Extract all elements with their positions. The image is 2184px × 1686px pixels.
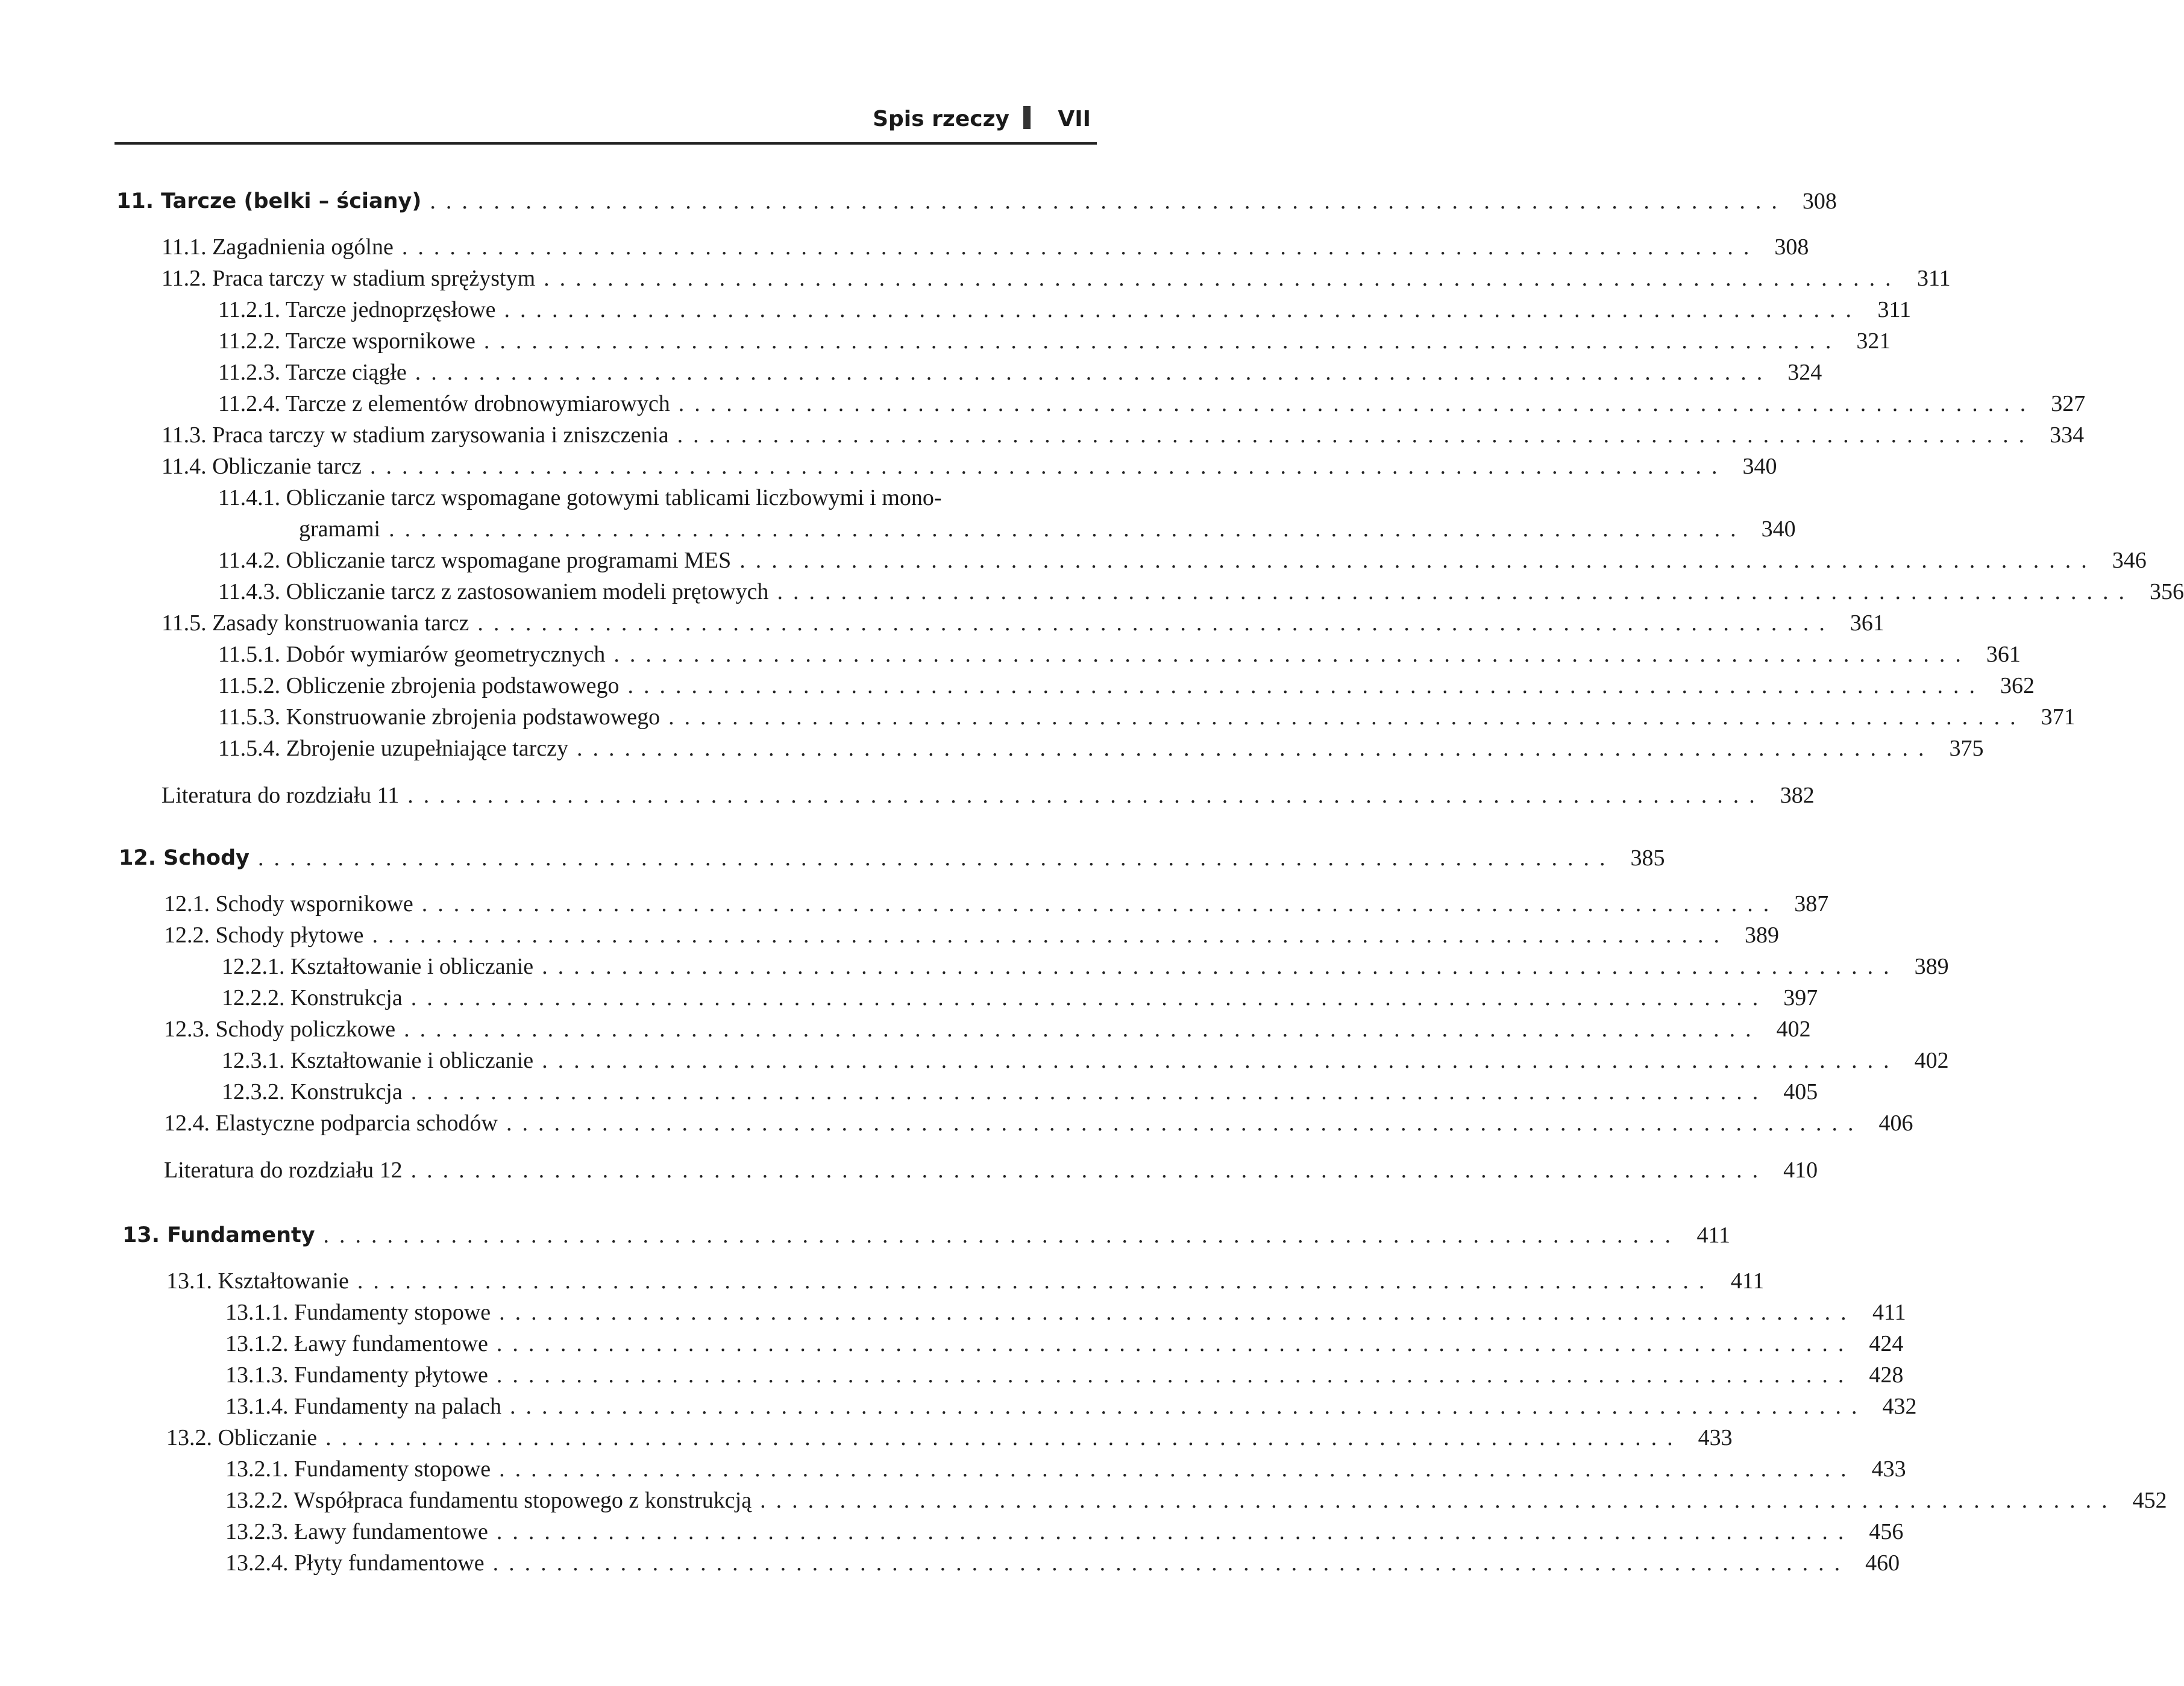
toc-label: 13.2.3. Ławy fundamentowe: [225, 1519, 488, 1544]
toc-subsection-13-1-4: [225, 1391, 1917, 1422]
toc-page: 375: [1949, 736, 1984, 761]
toc-page: 361: [1986, 642, 2021, 667]
leader-dots: .....................................................................................: [613, 642, 1971, 667]
toc-section-11-1: [162, 231, 1809, 263]
leader-dots: .....................................................................................: [410, 1079, 1769, 1105]
toc-label: 13.2.1. Fundamenty stopowe: [225, 1456, 491, 1482]
toc-page: 411: [1872, 1300, 1906, 1325]
toc-section-12-3: [164, 1014, 1811, 1045]
leader-dots: .....................................................................................: [257, 845, 1616, 871]
toc-page: 311: [1877, 297, 1912, 322]
toc-page: 411: [1696, 1223, 1731, 1248]
leader-dots: .....................................................................................: [477, 610, 1835, 636]
leader-dots: .....................................................................................: [415, 360, 1773, 385]
toc-page: 389: [1914, 954, 1949, 979]
leader-dots: .....................................................................................: [357, 1268, 1715, 1294]
toc-subsection-13-2-2: [225, 1485, 2167, 1516]
toc-label: 12.4. Elastyczne podparcia schodów: [164, 1111, 498, 1136]
leader-dots: .....................................................................................: [325, 1425, 1683, 1450]
toc-subsection-12-3-1: [222, 1045, 1949, 1076]
toc-page: 334: [2050, 422, 2085, 448]
toc-page: 433: [1698, 1425, 1733, 1450]
toc-subsection-12-3-2: [222, 1076, 1818, 1108]
toc-section-13-2: [166, 1422, 1733, 1453]
leader-dots: .....................................................................................: [510, 1394, 1868, 1419]
toc-subsection-13-1-1: [225, 1297, 1906, 1328]
toc-label: 11.2.4. Tarcze z elementów drobnowymiarowych: [218, 391, 670, 416]
toc-subsection-11-5-1: [218, 639, 2021, 670]
toc-subsection-11-5-4: [218, 733, 1984, 764]
toc-subsection-13-1-3: [225, 1359, 1904, 1391]
leader-dots: .....................................................................................: [483, 328, 1842, 354]
toc-chapter-13: [122, 1220, 1731, 1251]
leader-dots: .....................................................................................: [389, 516, 1746, 542]
toc-label: 13.1.1. Fundamenty stopowe: [225, 1300, 491, 1325]
toc-page: 452: [2132, 1488, 2167, 1513]
toc-label: 11. Tarcze (belki – ściany): [116, 189, 422, 213]
toc-label: 11.4.3. Obliczanie tarcz z zastosowaniem modeli prętowych: [218, 579, 769, 604]
toc-subsection-13-2-4: [225, 1547, 1900, 1579]
toc-label: 11.5.1. Dobór wymiarów geometrycznych: [218, 642, 606, 667]
leader-dots: .....................................................................................: [678, 391, 2036, 416]
toc-subsection-11-4-3: [218, 576, 2184, 607]
toc-bibliography-12: [164, 1155, 1818, 1186]
toc-subsection-12-2-2: [222, 982, 1818, 1014]
toc-page: 308: [1774, 234, 1809, 260]
toc-label: 11.5.2. Obliczenie zbrojenia podstawowego: [218, 673, 620, 698]
toc-page: 411: [1730, 1268, 1765, 1294]
leader-dots: .....................................................................................: [496, 1362, 1854, 1388]
toc-label: 12.1. Schody wspornikowe: [164, 891, 413, 917]
toc-label: 13. Fundamenty: [122, 1223, 315, 1247]
running-head-title: Spis rzeczy: [873, 107, 1009, 131]
toc-chapter-12: [119, 842, 1665, 874]
leader-dots: .....................................................................................: [404, 1017, 1762, 1042]
toc-page: 327: [2051, 391, 2086, 416]
leader-dots: .....................................................................................: [499, 1456, 1857, 1482]
toc-label: 11.5.4. Zbrojenie uzupełniające tarczy: [218, 736, 568, 761]
toc-page: 406: [1878, 1111, 1913, 1136]
leader-dots: .....................................................................................: [499, 1300, 1857, 1325]
toc-subsection-13-1-2: [225, 1328, 1904, 1359]
toc-page: 402: [1776, 1017, 1811, 1042]
toc-label: 12.3.2. Konstrukcja: [222, 1079, 403, 1105]
toc-subsection-11-2-1: [218, 294, 1912, 325]
toc-page: 311: [1917, 266, 1951, 291]
toc-page: 308: [1802, 189, 1837, 214]
toc-subsection-13-2-3: [225, 1516, 1904, 1547]
toc-label: Literatura do rozdziału 12: [164, 1158, 403, 1183]
leader-dots: .....................................................................................: [668, 704, 2026, 730]
toc-page: 432: [1882, 1394, 1917, 1419]
toc-subsection-11-2-2: [218, 325, 1891, 357]
toc-subsection-11-4-2: [218, 545, 2147, 576]
toc-page: 346: [2112, 548, 2147, 573]
toc-page: 405: [1783, 1079, 1818, 1105]
leader-dots: .....................................................................................: [410, 1158, 1769, 1183]
toc-page: 387: [1794, 891, 1829, 917]
leader-dots: .....................................................................................: [369, 454, 1728, 479]
toc-section-13-1: [166, 1265, 1765, 1297]
toc-label: 13.2. Obliczanie: [166, 1425, 318, 1450]
toc-label: 12. Schody: [119, 846, 249, 870]
running-head-page-number: VII: [1058, 107, 1091, 131]
toc-chapter-11: [116, 186, 1837, 217]
toc-label: 11.4. Obliczanie tarcz: [162, 454, 362, 479]
toc-label: 11.5.3. Konstruowanie zbrojenia podstawowego: [218, 704, 661, 730]
toc-subsection-11-4-1-line1: 11.4.1. Obliczanie tarcz wspomagane gotowymi tablicami liczbowymi i mono-: [218, 485, 942, 510]
leader-dots: .....................................................................................: [410, 985, 1769, 1011]
toc-subsection-13-2-1: [225, 1453, 1906, 1485]
toc-subsection-12-2-1: [222, 951, 1949, 982]
toc-section-11-4: [162, 451, 1777, 482]
leader-dots: .....................................................................................: [407, 783, 1765, 808]
toc-label: 13.1.2. Ławy fundamentowe: [225, 1331, 488, 1356]
toc-section-11-5: [162, 607, 1884, 639]
leader-dots: .....................................................................................: [421, 891, 1780, 917]
leader-dots: .....................................................................................: [372, 923, 1730, 948]
leader-dots: .....................................................................................: [677, 422, 2035, 448]
toc-label: 13.1. Kształtowanie: [166, 1268, 349, 1294]
toc-label: 11.3. Praca tarczy w stadium zarysowania i zniszczenia: [162, 422, 669, 448]
toc-page: 456: [1869, 1519, 1904, 1544]
toc-label: 11.5. Zasady konstruowania tarcz: [162, 610, 469, 636]
toc-bibliography-11: [162, 780, 1815, 811]
toc-label: 12.3. Schody policzkowe: [164, 1017, 396, 1042]
toc-label: 13.2.4. Płyty fundamentowe: [225, 1550, 485, 1576]
toc-page: 389: [1744, 923, 1779, 948]
toc-label: 11.2.2. Tarcze wspornikowe: [218, 328, 475, 354]
toc-label: 11.2. Praca tarczy w stadium sprężystym: [162, 266, 536, 291]
toc-label: 12.2. Schody płytowe: [164, 923, 364, 948]
toc-section-11-3: [162, 419, 2085, 451]
toc-label: 11.2.1. Tarcze jednoprzęsłowe: [218, 297, 496, 322]
toc-label: gramami: [299, 516, 381, 542]
toc-subsection-11-5-3: [218, 701, 2076, 733]
leader-dots: .....................................................................................: [777, 579, 2135, 604]
toc-subsection-11-2-3: [218, 357, 1822, 388]
leader-dots: .....................................................................................: [627, 673, 1986, 698]
toc-page: 424: [1869, 1331, 1904, 1356]
toc-page: 361: [1850, 610, 1884, 636]
toc-label: 13.2.2. Współpraca fundamentu stopowego z konstrukcją: [225, 1488, 752, 1513]
toc-label: 12.3.1. Kształtowanie i obliczanie: [222, 1048, 534, 1073]
leader-dots: .....................................................................................: [506, 1111, 1864, 1136]
leader-dots: .....................................................................................: [492, 1550, 1851, 1576]
leader-dots: .....................................................................................: [542, 954, 1900, 979]
toc-subsection-11-5-2: [218, 670, 2035, 701]
leader-dots: .....................................................................................: [542, 1048, 1900, 1073]
toc-page: 321: [1856, 328, 1891, 354]
toc-label: Literatura do rozdziału 11: [162, 783, 400, 808]
toc-page: 433: [1871, 1456, 1906, 1482]
toc-label: 11.4.2. Obliczanie tarcz wspomagane programami MES: [218, 548, 732, 573]
toc-page: 340: [1761, 516, 1796, 542]
toc-label: 11.2.3. Tarcze ciągłe: [218, 360, 407, 385]
toc-page: 460: [1865, 1550, 1900, 1576]
leader-dots: .....................................................................................: [496, 1331, 1854, 1356]
toc-page: 428: [1869, 1362, 1904, 1388]
toc-page: 397: [1783, 985, 1818, 1011]
toc-page: 340: [1742, 454, 1777, 479]
toc-section-11-2: [162, 263, 1951, 294]
leader-dots: .....................................................................................: [323, 1223, 1681, 1248]
leader-dots: .....................................................................................: [760, 1488, 2118, 1513]
toc-page: 410: [1783, 1158, 1818, 1183]
toc-section-12-1: [164, 888, 1829, 920]
leader-dots: .....................................................................................: [504, 297, 1862, 322]
toc-page: 324: [1787, 360, 1822, 385]
leader-dots: .....................................................................................: [739, 548, 2097, 573]
toc-page: 402: [1914, 1048, 1949, 1073]
toc-label: 13.1.4. Fundamenty na palach: [225, 1394, 502, 1419]
toc-page: 382: [1780, 783, 1815, 808]
leader-dots: .....................................................................................: [544, 266, 1901, 291]
toc-page: 371: [2041, 704, 2076, 730]
toc-page: 385: [1630, 845, 1665, 871]
leader-dots: .....................................................................................: [496, 1519, 1854, 1544]
toc-label: 12.2.2. Konstrukcja: [222, 985, 403, 1011]
toc-label: 13.1.3. Fundamenty płytowe: [225, 1362, 488, 1388]
toc-label: 12.2.1. Kształtowanie i obliczanie: [222, 954, 534, 979]
leader-dots: .....................................................................................: [430, 189, 1787, 214]
toc-section-12-2: [164, 920, 1779, 951]
toc-page: 362: [2000, 673, 2035, 698]
toc-subsection-11-4-1: [299, 513, 1796, 545]
toc-subsection-11-2-4: [218, 388, 2086, 419]
leader-dots: .....................................................................................: [576, 736, 1935, 761]
leader-dots: .....................................................................................: [401, 234, 1760, 260]
toc-section-12-4: [164, 1108, 1913, 1139]
toc-label: 11.1. Zagadnienia ogólne: [162, 234, 394, 260]
toc-page: 356: [2149, 579, 2184, 604]
